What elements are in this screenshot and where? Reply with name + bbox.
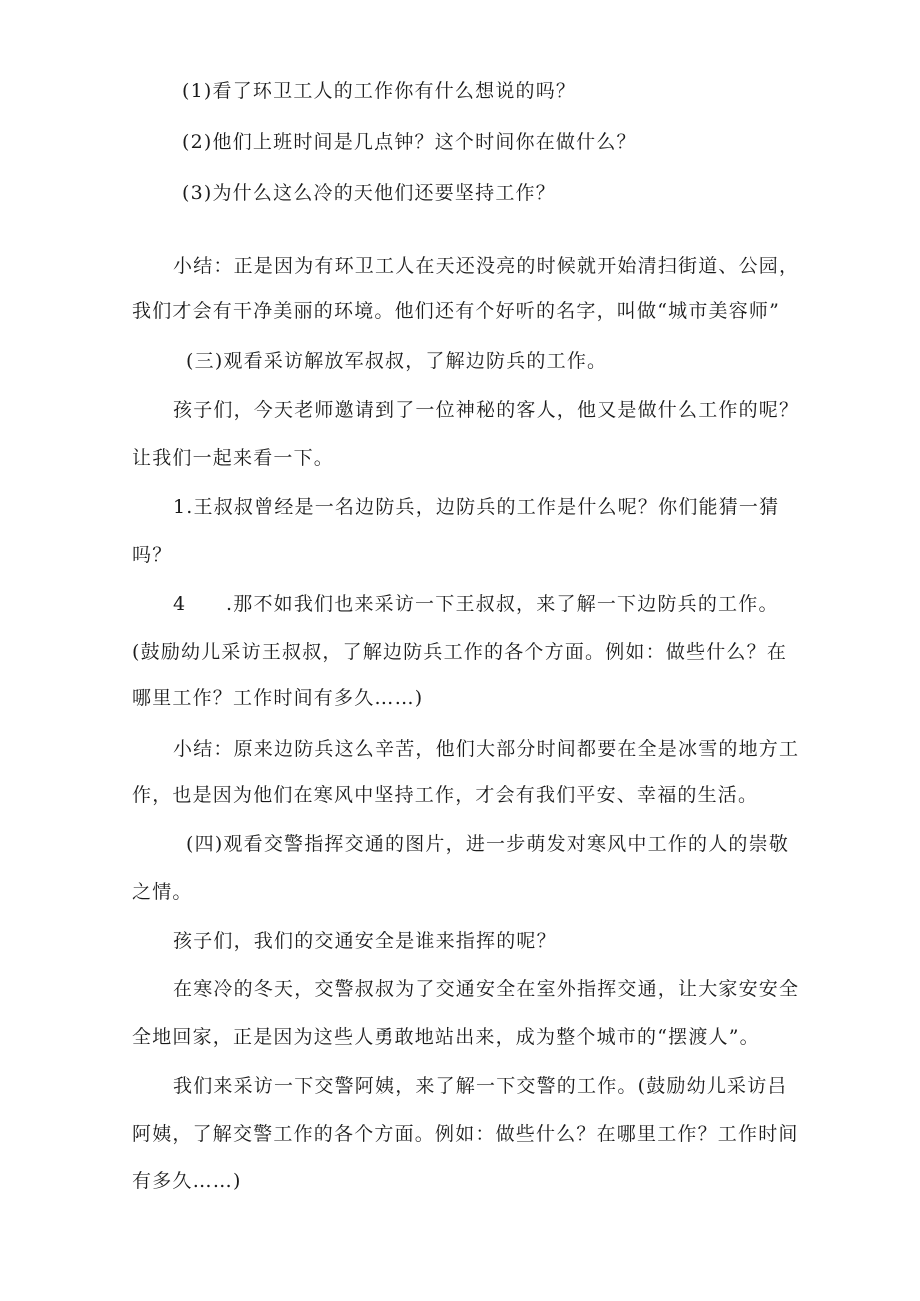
interview-line-1: 我们来采访一下交警阿姨，来了解一下交警的工作。(鼓励幼儿采访吕 [173, 1075, 788, 1097]
item-1-line-1: 1.王叔叔曾经是一名边防兵，边防兵的工作是什么呢？你们能猜一猜 [173, 496, 780, 518]
section-4-line-1: (四)观看交警指挥交通的图片，进一步萌发对寒风中工作的人的崇敬 [186, 833, 790, 855]
section-3-heading: (三)观看采访解放军叔叔，了解边防兵的工作。 [186, 350, 608, 372]
interview-line-3: 有多久……) [132, 1170, 242, 1192]
interview-line-2: 阿姨，了解交警工作的各个方面。例如：做些什么？在哪里工作？工作时间 [132, 1123, 799, 1145]
traffic-question: 孩子们，我们的交通安全是谁来指挥的呢？ [173, 930, 557, 952]
item-2-number: 4 [173, 593, 187, 615]
summary-2-line-1: 小结：原来边防兵这么辛苦，他们大部分时间都要在全是冰雪的地方工 [173, 738, 800, 760]
winter-line-1: 在寒冷的冬天，交警叔叔为了交通安全在室外指挥交通，让大家安安全 [173, 978, 800, 1000]
item-2-line-3: 哪里工作？工作时间有多久……) [132, 687, 424, 709]
winter-line-2: 全地回家，正是因为这些人勇敢地站出来，成为整个城市的“摆渡人”。 [132, 1026, 760, 1048]
question-1: (1)看了环卫工人的工作你有什么想说的吗？ [182, 80, 577, 102]
section-4-line-2: 之情。 [132, 881, 193, 903]
question-3: (3)为什么这么冷的天他们还要坚持工作？ [182, 182, 556, 204]
summary-2-line-2: 作，也是因为他们在寒风中坚持工作，才会有我们平安、幸福的生活。 [132, 784, 759, 806]
item-2-line-2: (鼓励幼儿采访王叔叔，了解边防兵工作的各个方面。例如：做些什么？在 [132, 641, 788, 663]
item-2-text: .那不如我们也来采访一下王叔叔，来了解一下边防兵的工作。 [226, 593, 779, 615]
intro-line-1: 孩子们，今天老师邀请到了一位神秘的客人，他又是做什么工作的呢？ [173, 399, 800, 421]
item-1-line-2: 吗？ [132, 544, 173, 566]
intro-line-2: 让我们一起来看一下。 [132, 447, 335, 469]
summary-1-line-1: 小结：正是因为有环卫工人在天还没亮的时候就开始清扫街道、公园， [173, 255, 800, 277]
question-2: (2)他们上班时间是几点钟？这个时间你在做什么？ [182, 131, 637, 153]
summary-1-line-2: 我们才会有干净美丽的环境。他们还有个好听的名字，叫做“城市美容师” [132, 300, 781, 322]
